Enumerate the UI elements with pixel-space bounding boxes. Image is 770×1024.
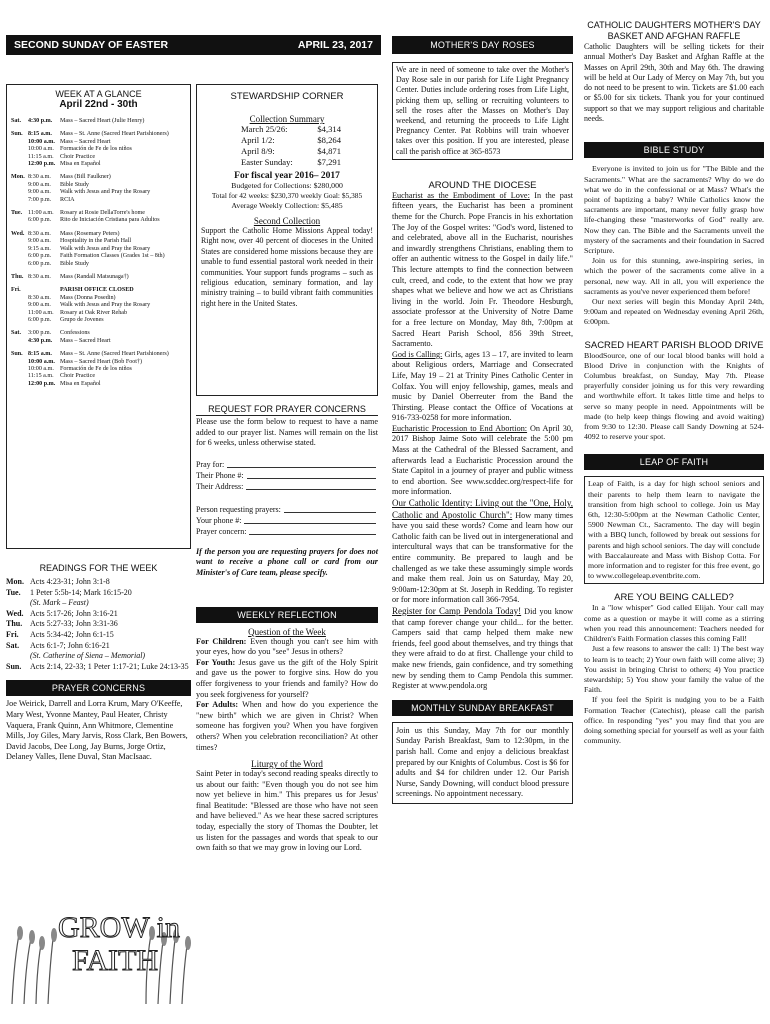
readings-list: [6, 577, 191, 672]
liturgy-title: Liturgy of the Word: [251, 759, 323, 770]
reading-day: Wed.: [6, 608, 24, 618]
schedule-row: [11, 189, 186, 196]
reading-day: Tue.: [6, 587, 21, 597]
schedule-day: Sat.: [11, 118, 21, 124]
form-blank-field[interactable]: [244, 515, 376, 524]
diocese-p3: [392, 424, 573, 498]
week-title: WEEK AT A GLANCE: [55, 89, 142, 99]
leap-text: Leap of Faith, is a day for high school seniors and their parents to help them learn to navigate the transition from high school to college. Join us May 6th, 12:30-5:00pm at the Newman Catholic Center, 5900 Newman Ct., Sacramento. The day will begin with a BBQ lunch, followed by break out sessions for parents and high school seniors. The day will conclude with Baccalaureate and Mass with Bishop Cotta. For more information and to register for this free event, go to www.collegeleap.eventbrite.com.: [588, 479, 760, 581]
schedule-time: 6:00 p.m.: [28, 260, 52, 267]
collection-row: [241, 157, 341, 168]
breakfast-text: Join us this Sunday, May 7th for our monthly Sunday Parish Breakfast, 9am to 12:30pm, in the parish hall. Come and enjoy a delicious breakfast prepared by our Knights of Columbus. Cost is $6 for adults and $4 for children under 12. Our Parish Nurse, Sandy Downing, will conduct blood pressure screenings. No appointment necessary.: [396, 725, 569, 799]
schedule-time: 6:00 p.m.: [28, 253, 52, 260]
schedule-time: 4:30 p.m.: [28, 337, 53, 344]
schedule-day: Thu.: [11, 273, 24, 280]
schedule-day: [11, 182, 28, 189]
schedule-time: 8:30 a.m.: [28, 273, 51, 280]
reflection-children: [196, 637, 378, 658]
schedule-day: [11, 189, 28, 196]
schedule-day: [11, 366, 28, 373]
schedule-time: 12:00 p.m.: [28, 161, 56, 168]
bible-p1: Everyone is invited to join us for "The Bible and the Sacraments." What are the sacraments? Why do we do what we do in the confessional or at Mass? What's the point of baptizing a baby? While Catholics know the sacraments are important, many never fully grasp how life-changing these "masterworks of God" really are. Now they can. The Bible and the Sacraments unveil the mystery of the sacraments and their foundation in Sacred Scripture.: [584, 164, 764, 255]
schedule-day: Fri.: [11, 287, 21, 294]
request-intro: Please use the form below to request to have a name added to our prayer list. Names will remain on the list for 6 weeks, unless otherwise stated.: [196, 417, 378, 448]
diocese-p5-head: Register for Camp Pendola Today!: [392, 605, 522, 616]
collection-value: $8,264: [317, 135, 341, 145]
collection-rows: [241, 124, 341, 168]
form-label: Their Address:: [196, 481, 244, 491]
diocese-p2: [392, 350, 573, 424]
reading-text: Acts 5:27-33; John 3:31-36: [30, 619, 118, 629]
schedule-day: [11, 146, 28, 153]
schedule-desc: Faith Formation Classes (Grades 1st – 8th): [60, 253, 165, 260]
reading-row: [6, 651, 191, 662]
schedule-row: [11, 310, 186, 317]
form-blank-field[interactable]: [227, 459, 376, 468]
form-label: Your phone #:: [196, 515, 242, 525]
schedule-time: 9:00 a.m.: [28, 302, 51, 309]
schedule-row: [11, 197, 186, 204]
form-blank-field[interactable]: [247, 470, 376, 479]
schedule-row: [11, 161, 186, 168]
schedule-desc: Mass – St. Anne (Sacred Heart Parishioners): [60, 131, 169, 138]
schedule-day: [11, 338, 28, 345]
header-bar: [6, 35, 381, 55]
schedule-row: [11, 351, 186, 358]
schedule-desc: Choir Practice: [60, 153, 96, 160]
schedule-row: [11, 274, 186, 281]
schedule-day: [11, 217, 28, 224]
schedule-time: 11:15 a.m.: [28, 153, 54, 160]
collection-row: [241, 146, 341, 157]
schedule-desc: Walk with Jesus and Pray the Rosary: [60, 302, 151, 309]
schedule-day: [11, 317, 28, 324]
collection-row: [241, 135, 341, 146]
reading-row: [6, 609, 191, 620]
diocese-p5-text: Did you know that camp forever change your child... for the better. Campers said that camp helped them make new friends, feel good about themselves, and try things that they were afraid to do at first. Challenge your child to make new friends, gain confidence, and try something new by sending them to Camp Pendola this summer. Register at www.pendola.org: [392, 606, 573, 691]
stewardship-corner: [196, 84, 378, 396]
called-title: ARE YOU BEING CALLED?: [614, 592, 734, 604]
reading-text: Acts 5:34-42; John 6:1-15: [30, 629, 114, 639]
collection-row: [241, 124, 341, 135]
form-blank-field[interactable]: [284, 504, 376, 513]
diocese-p1-head: Eucharist as the Embodiment of Love:: [392, 190, 530, 200]
schedule-row: [11, 231, 186, 238]
diocese-p1-text: In the past fifteen years, the Eucharist has been a prominent theme for the Church. Pope Francis in his exhortation The Joy of the Gospel writes: "God's word, listened to and celebrated, above all in the Eucharist, nourishes and inwardly strengthens Christians, enabling them to offer an authentic witness to the Gospel in daily life." This lecture attempts to find the connection between cult, creed, and code, to the extent that how we pray shapes what we believe and how we act as Christians living in the world. Join Fr. Theodore Hesburgh, associate professor at the University of Notre Dame for a free lecture on Monday, May 8th, 7:00pm at Sacred Heart Parish School, 856 39th Street, Sacramento.: [392, 190, 573, 349]
diocese-p1: [392, 191, 573, 350]
form-line: [196, 459, 378, 470]
raffle-text: Catholic Daughters will be selling tickets for their annual Mother's Day Basket and Afghan Raffle at the Masses on April 29th, 30th and May 6th. The drawing will be held at Our Lady of Mercy on May 7th, but you do not need to be present to win. Tickets are $1.00 each or $5.00 for six tickets. Thank you for your continued support so that we may support religious and charitable needs.: [584, 42, 764, 124]
schedule-row: [11, 246, 186, 253]
request-form-part1: [196, 459, 378, 492]
collection-label: March 25/26:: [241, 124, 288, 134]
form-line: [196, 504, 378, 515]
schedule-row: [11, 287, 186, 294]
called-p2: Just a few reasons to answer the call: 1) The best way to learn is to teach; 2) Your own faith will come alive; 3) You assist in bringing Christ to others; 4) You practice stewardship; 5) You show your family the value of the Faith.: [584, 644, 764, 695]
collection-value: $7,291: [317, 157, 341, 167]
schedule-row: [11, 146, 186, 153]
second-collection-title: Second Collection: [253, 216, 321, 226]
schedule-time: 10:00 a.m.: [28, 146, 54, 153]
schedule-row: [11, 182, 186, 189]
reading-row: [6, 588, 191, 599]
schedule-row: [11, 366, 186, 373]
adults-text: When and how do you experience the "new birth" which we are given in Christ? When someone has forgiven you? When you have forgiven others? When you celebration reconciliation? At other times?: [196, 700, 378, 752]
reading-day: Sun.: [6, 661, 22, 671]
called-p3: If you feel the Spirit is nudging you to be a Faith Formation Teacher (Catechist), please call the parish office. In responding "yes" you may find that you are doing something special for yourself as well as your faith community.: [584, 695, 764, 746]
schedule-desc: Mass – Sacred Heart: [60, 337, 111, 344]
schedule-time: 4:30 p.m.: [28, 118, 53, 124]
schedule-time: 6:00 p.m.: [28, 316, 52, 323]
youth-text: Jesus gave us the gift of the Holy Spirit and gave us the power to forgive sins. How do you offer forgiveness to your friends and family? How do you seek forgiveness for yourself?: [196, 657, 378, 699]
schedule-desc: Misa en Español: [60, 380, 101, 387]
collection-label: Easter Sunday:: [241, 157, 293, 167]
reading-day: [6, 598, 30, 609]
schedule-desc: Mass – Sacred Heart: [60, 138, 111, 145]
reading-text: Acts 4:23-31; John 3:1-8: [30, 577, 110, 586]
schedule-day: [11, 261, 28, 268]
stewardship-title: STEWARDSHIP CORNER: [230, 91, 344, 102]
bible-p3: Our next series will begin this Monday April 24th, 9:00am and repeated on Wednesday evening April 26th, 6:00pm.: [584, 297, 764, 327]
schedule-desc: Rosary at Oak River Rehab: [60, 309, 128, 316]
schedule-day: [11, 373, 28, 380]
schedule-day: [11, 359, 28, 366]
weekly-reflection-bar: WEEKLY REFLECTION: [196, 607, 378, 623]
schedule-time: 8:30 a.m.: [28, 174, 51, 181]
schedule-day: Wed.: [11, 230, 25, 237]
reflection-adults: [196, 700, 378, 753]
schedule-time: 6:00 p.m.: [28, 217, 52, 224]
form-line: [196, 526, 378, 537]
prayer-concerns-bar: PRAYER CONCERNS: [6, 680, 191, 696]
leap-of-faith-bar: LEAP OF FAITH: [584, 454, 764, 470]
schedule-row: [11, 302, 186, 309]
schedule-row: [11, 131, 186, 138]
logo-line2: FAITH: [72, 944, 159, 977]
bible-p2: Join us for this stunning, awe-inspiring series, in which the power of the sacraments come alive in a personal, new way. All in all, you will experience the sacraments as you've never experienced them before!: [584, 256, 764, 296]
schedule-day: [11, 381, 28, 388]
diocese-p2-text: Girls, ages 13 – 17, are invited to learn about Religious orders, Marriage and Consecrated Life, May 19 – 21 at Trinity Pines Catholic Center in Colfax. You will enjoy fellowship, games, meals and music by Daniel Oberreuter from the Band the Thirsting. Please contact the Office of Vocations at 916-733-0258 for more information.: [392, 349, 574, 423]
children-text: Even though you can't see him with your eyes, how do you "see" Jesus in others?: [196, 636, 378, 657]
form-line: [196, 470, 378, 481]
schedule-row: [11, 217, 186, 224]
liturgy-text: Saint Peter in today's second reading speaks directly to us about our faith: "Even though you do not see him now yet believe in him." This prepares us for Jesus' final Beatitude: "Blessed are those who have not seen and have believed." As we hear these sacred scriptures today, especially the story of Thomas the Doubter, let us listen for the passages and words that speak to our own faith so that we may grow in loving our Lord.: [196, 769, 378, 853]
reading-text: Acts 6:1-7; John 6:16-21: [30, 640, 110, 650]
schedule-desc: Formación de Fe de los niños: [60, 146, 132, 153]
schedule-day: [11, 139, 28, 146]
reading-text: Acts 5:17-26; John 3:16-21: [30, 608, 118, 618]
schedule-time: 9:00 a.m.: [28, 189, 51, 196]
schedule-row: [11, 154, 186, 161]
schedule-desc: Walk with Jesus and Pray the Rosary: [60, 189, 151, 196]
schedule-day: Mon.: [11, 174, 25, 181]
diocese-p4-text: How many times have you said these words? Come and learn how our Catholic faith can be lived out in intergenerational and intercultural ways that can be transformative for the entire community. Be prepared to laugh and be challenged as we take these assumingly simple words and make them real. Join us on Saturday, May 20, 9:00am-12:30pm at St. Joseph in Redding. To register or for more information call 366-7954.: [392, 510, 573, 605]
schedule-desc: Mass (Donna Posedin): [60, 294, 116, 301]
schedule-day: [11, 154, 28, 161]
header-left: SECOND SUNDAY OF EASTER: [14, 39, 169, 51]
schedule-time: 10:00 a.m.: [28, 138, 55, 145]
column-3: [392, 36, 573, 804]
schedule-row: [11, 373, 186, 380]
diocese-p3-text: On April 30, 2017 Bishop Jaime Soto will celebrate the 5:00 pm Mass at the Cathedral of the Blessed Sacrament, and afterwards lead a Eucharistic Procession around the State Capitol in a journey of prayer and public witness to end abortion. See www.scddec.org/respect-life for more information.: [392, 423, 573, 497]
blood-drive-text: BloodSource, one of our local blood banks will hold a Blood Drive in conjunction with the Knights of Columbus breakfast, on Sunday, May 7th. Please prayerfully consider joining us for this very rewarding and worthwhile effort. It takes little time and helps to serve so many people in need. Appointments will be made (to help keep things flowing and avoid waiting) from 9:30 to 12:30. Please call Sandy Downing at 524-4092 to reserve your spot.: [584, 350, 764, 442]
form-line: [196, 481, 378, 492]
form-blank-field[interactable]: [249, 526, 376, 535]
diocese-p4: [392, 498, 573, 606]
schedule-desc: PARISH OFFICE CLOSED: [60, 287, 134, 294]
mothers-day-text: We are in need of someone to take over the Mother's Day Rose sale in our parish for Life Light Pregnancy Center. Duties include ordering roses from Life Light, picking them up, selling or recruiting volunteers to sell the roses after the Masses on Mother's Day weekend, and returning the proceeds to Life Light Pregnancy Center. Pat Robbins will train whoever takes over this position. If you are interested, please call the parish office at 365-8573: [396, 65, 569, 156]
form-label: Prayer concern:: [196, 526, 247, 536]
schedule-desc: Rosary at Rosie DellaTorre's home: [60, 210, 145, 217]
schedule-time: 12:00 p.m.: [28, 380, 56, 387]
fiscal-title: For fiscal year 2016– 2017: [234, 171, 340, 181]
reading-row: [6, 619, 191, 630]
request-title: REQUEST FOR PRAYER CONCERNS: [196, 404, 378, 416]
children-label: For Children:: [196, 636, 247, 646]
schedule-row: [11, 381, 186, 388]
logo-line1: GROW in: [58, 911, 180, 944]
breakfast-box: [392, 722, 573, 804]
diocese-p2-head: God is Calling:: [392, 349, 443, 359]
schedule-desc: RCIA: [60, 196, 75, 203]
week-schedule: [11, 118, 186, 388]
breakfast-bar: MONTHLY SUNDAY BREAKFAST: [392, 700, 573, 716]
schedule-row: [11, 253, 186, 260]
schedule-day: [11, 197, 28, 204]
collection-label: April 8/9:: [241, 146, 275, 156]
schedule-row: [11, 261, 186, 268]
schedule-time: 11:00 a.m.: [28, 309, 54, 316]
schedule-row: [11, 238, 186, 245]
average-weekly: Average Weekly Collection: $5,485: [231, 201, 343, 210]
mothers-day-bar: MOTHER'S DAY ROSES: [392, 36, 573, 54]
header-right: APRIL 23, 2017: [297, 39, 373, 51]
blood-drive-title: SACRED HEART PARISH BLOOD DRIVE: [584, 339, 764, 351]
schedule-time: 9:00 a.m.: [28, 181, 51, 188]
schedule-time: 11:00 a.m.: [28, 210, 54, 217]
schedule-day: [11, 238, 28, 245]
collection-value: $4,871: [317, 146, 341, 156]
schedule-row: [11, 210, 186, 217]
total-weeks: Total for 42 weeks: $230,370 weekly Goal: $5,385: [211, 191, 363, 200]
schedule-row: [11, 139, 186, 146]
schedule-row: [11, 359, 186, 366]
schedule-time: 10:00 a.m.: [28, 365, 54, 372]
request-note: If the person you are requesting prayers for does not want to receive a phone call or card from our Minister's of Care team, please specify.: [196, 546, 378, 577]
budgeted: Budgeted for Collections: $280,000: [231, 181, 343, 190]
request-form-part2: [196, 504, 378, 537]
reading-day: Fri.: [6, 629, 19, 639]
request-for-prayer: [196, 404, 378, 579]
diocese-title: AROUND THE DIOCESE: [428, 179, 537, 191]
readings-title: READINGS FOR THE WEEK: [39, 563, 158, 573]
schedule-desc: Choir Practice: [60, 373, 96, 380]
schedule-desc: Mass – Sacred Heart (Julie Henry): [60, 118, 145, 124]
raffle-title: CATHOLIC DAUGHTERS MOTHER'S DAY BASKET AND AFGHAN RAFFLE: [587, 20, 761, 41]
reading-text: (St. Catherine of Siena – Memorial): [30, 651, 146, 661]
reading-row: [6, 630, 191, 641]
reading-text: Acts 2:14, 22-33; 1 Peter 1:17-21; Luke 24:13-35: [30, 661, 189, 671]
reading-day: [6, 651, 30, 662]
week-at-a-glance: [6, 84, 191, 549]
called-p1: In a "low whisper" God called Elijah. Your call may come as a question or maybe it will come as a stirring when you read this announcement: Teachers needed for Children's Faith Formation classes this coming Fall!: [584, 603, 764, 644]
diocese-p5: [392, 606, 573, 692]
schedule-time: 8:15 a.m.: [28, 351, 52, 358]
schedule-time: 8:15 a.m.: [28, 131, 52, 138]
schedule-row: [11, 330, 186, 337]
collection-value: $4,314: [317, 124, 341, 134]
schedule-day: Sun.: [11, 131, 23, 138]
question-title: Question of the Week: [248, 626, 326, 637]
form-label: Pray for:: [196, 459, 225, 469]
schedule-desc: Rito de Iniciación Cristiana para Adultos: [60, 217, 160, 224]
reading-text: 1 Peter 5:5b-14; Mark 16:15-20: [30, 587, 132, 597]
second-collection-text: Support the Catholic Home Missions Appeal today! Right now, over 40 percent of dioceses in the United States are considered home missions because they are unable to fund essential pastoral work needed in their communities. Your support funds programs – such as religious education, seminary formation, and lay ministry training – to build vibrant faith communities right here in the United States.: [201, 226, 373, 308]
schedule-time: 10:00 a.m.: [28, 358, 55, 365]
reading-day: Thu.: [6, 619, 23, 629]
reading-row: [6, 577, 191, 588]
schedule-row: [11, 295, 186, 302]
schedule-row: [11, 338, 186, 345]
reading-row: [6, 662, 191, 673]
schedule-time: 9:15 a.m.: [28, 245, 51, 252]
adults-label: For Adults:: [196, 700, 239, 710]
schedule-desc: Mass – St. Anne (Sacred Heart Parishioners): [60, 351, 169, 358]
reading-text: (St. Mark – Feast): [30, 598, 89, 608]
schedule-desc: Bible Study: [60, 181, 89, 188]
column-1: [6, 84, 191, 977]
grow-in-faith-logo: [6, 899, 191, 1009]
schedule-time: 11:15 a.m.: [28, 373, 54, 380]
schedule-time: 3:00 p.m.: [28, 330, 52, 337]
column-4: [584, 20, 764, 746]
youth-label: For Youth:: [196, 657, 236, 667]
week-dates: April 22nd - 30th: [59, 99, 138, 110]
schedule-desc: Confessions: [60, 330, 90, 337]
reading-day: Sat.: [6, 640, 20, 650]
schedule-row: [11, 118, 186, 125]
schedule-time: [28, 287, 60, 294]
schedule-row: [11, 317, 186, 324]
reading-row: [6, 641, 191, 652]
schedule-day: Sat.: [11, 330, 21, 337]
form-blank-field[interactable]: [246, 481, 376, 490]
schedule-desc: Hospitality in the Parish Hall: [60, 238, 132, 245]
form-label: Person requesting prayers:: [196, 504, 281, 514]
diocese-p4-head: Our Catholic Identity: Living out the "One, Holy, Catholic and Apostolic Church":: [392, 498, 573, 520]
schedule-desc: Formación de Fe de los niños: [60, 365, 132, 372]
schedule-day: Tue.: [11, 210, 23, 217]
schedule-day: [11, 161, 28, 168]
schedule-day: [11, 310, 28, 317]
schedule-day: [11, 246, 28, 253]
reading-day: Mon.: [6, 577, 24, 586]
schedule-row: [11, 174, 186, 181]
schedule-desc: Walk with Jesus and Pray the Rosary: [60, 245, 151, 252]
schedule-desc: Mass – Sacred Heart (Bob Foot†): [60, 358, 143, 365]
schedule-desc: Mass (Randall Matsunaga†): [60, 273, 129, 280]
collection-label: April 1/2:: [241, 135, 275, 145]
diocese-p3-head: Eucharistic Procession to End Abortion:: [392, 423, 528, 433]
schedule-time: 9:00 a.m.: [28, 238, 51, 245]
mothers-day-box: [392, 62, 573, 160]
schedule-day: [11, 253, 28, 260]
schedule-desc: Mass (Rosemary Peters): [60, 230, 120, 237]
schedule-time: 7:00 p.m.: [28, 196, 52, 203]
schedule-desc: Bible Study: [60, 260, 89, 267]
collection-summary-title: Collection Summary: [249, 114, 325, 124]
schedule-day: [11, 295, 28, 302]
schedule-day: [11, 302, 28, 309]
bible-study-bar: BIBLE STUDY: [584, 142, 764, 158]
schedule-desc: Misa en Español: [60, 161, 101, 168]
form-line: [196, 515, 378, 526]
reading-row: [6, 598, 191, 609]
schedule-desc: Mass (Bill Faulkner): [60, 174, 111, 181]
schedule-desc: Grupo de Jovenes: [60, 316, 104, 323]
schedule-time: 8:30 a.m.: [28, 294, 51, 301]
schedule-day: Sun.: [11, 351, 23, 358]
reflection-youth: [196, 658, 378, 700]
leap-box: [584, 476, 764, 584]
prayer-concerns-text: Joe Weirick, Darrell and Lorra Krum, Mary O'Keeffe, Mary West, Yvonne Mantey, Paul Heater, Christy Vaquera, Frank Quinn, Ann Whitmore, Clementine Mills, Joy Giles, Mary Jarvis, Ross Clark, Ben Bowers, David Jacobs, Dee Long, Jay Burns, Jorge Ortiz, Delaney Valles, Ilene Duval, Stan MacIsaac.: [6, 699, 188, 762]
schedule-time: 8:30 a.m.: [28, 230, 51, 237]
form-label: Their Phone #:: [196, 470, 244, 480]
column-2: [196, 84, 378, 854]
